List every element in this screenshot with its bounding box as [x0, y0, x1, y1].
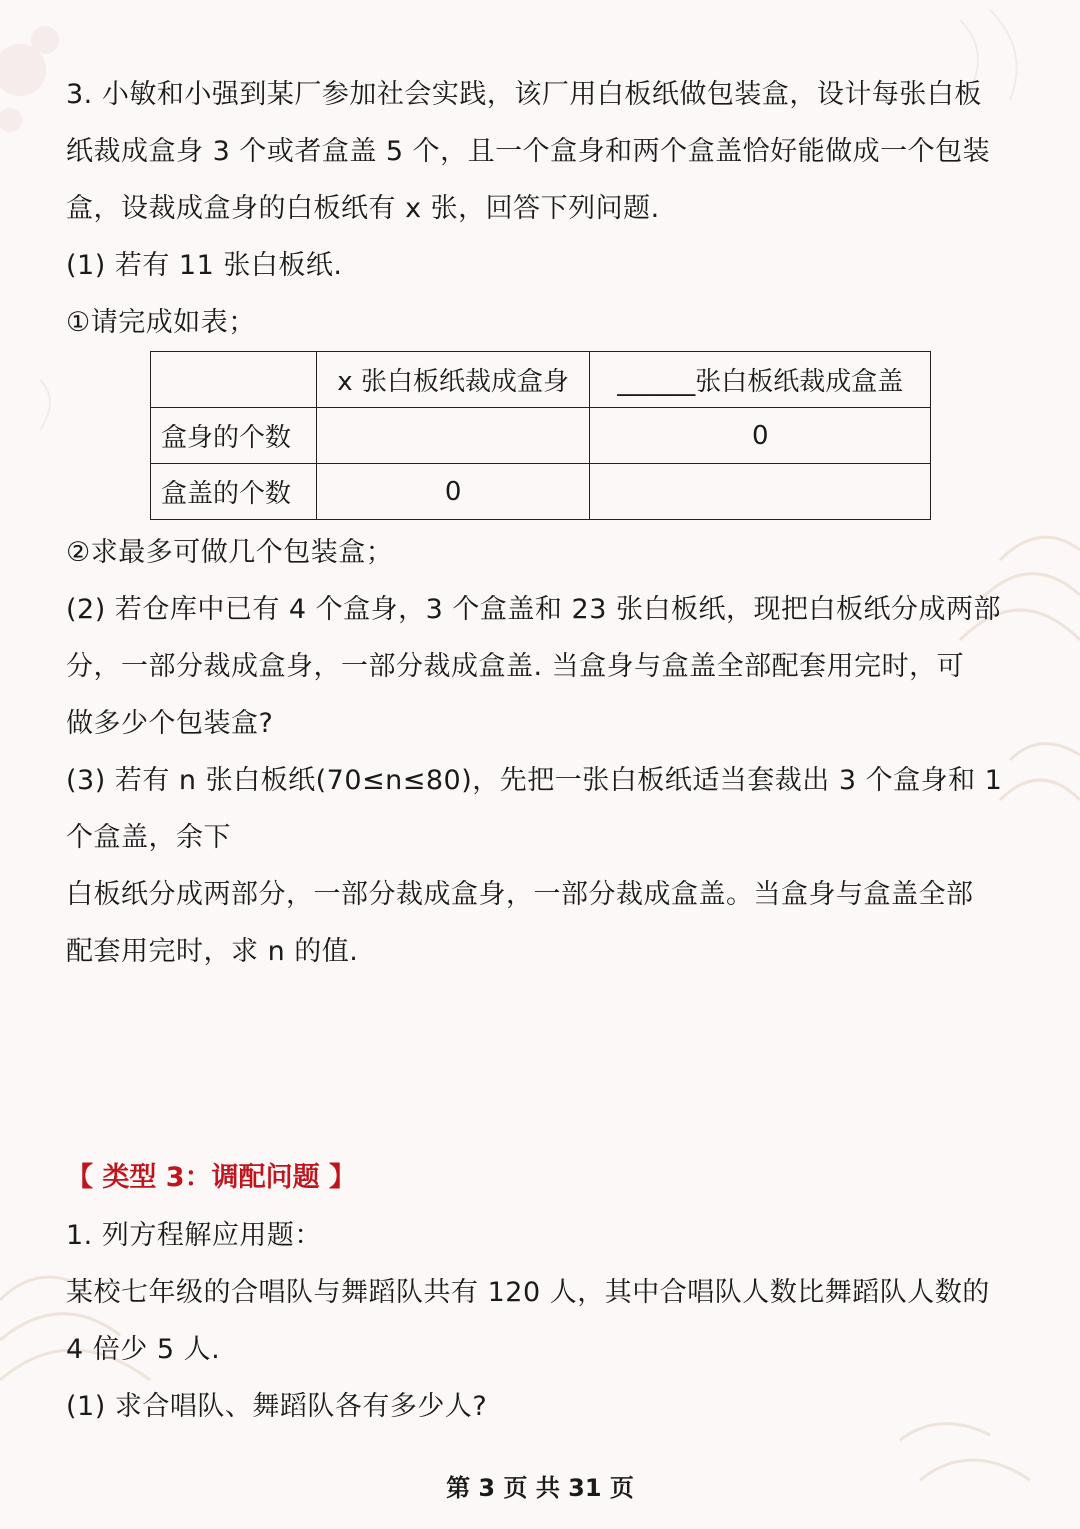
- problem3-part1: (1) 若有 11 张白板纸.: [66, 250, 343, 281]
- table-row: [151, 408, 931, 464]
- table-cell: [316, 408, 590, 464]
- section3-problem1-line-2: 4 倍少 5 人.: [66, 1334, 221, 1365]
- table-cell: 0: [316, 464, 590, 520]
- table-cell: [590, 464, 931, 520]
- problem3-part3-line-1: (3) 若有 n 张白板纸(70≤n≤80)，先把一张白板纸适当套裁出 3 个盒身和 1: [66, 765, 1003, 796]
- answer-table: [150, 351, 931, 520]
- table-cell: 0: [590, 408, 931, 464]
- table-row: [151, 464, 931, 520]
- table-row-label: 盒身的个数: [151, 408, 317, 464]
- table-header-row: [151, 352, 931, 408]
- table-header-cell: ______张白板纸裁成盒盖: [590, 352, 931, 408]
- problem3-part2-line-3: 做多少个包装盒?: [66, 708, 274, 739]
- section-title: 【 类型 3：调配问题 】: [66, 1162, 356, 1193]
- section3-problem1-part1: (1) 求合唱队、舞蹈队各有多少人?: [66, 1391, 488, 1422]
- problem3-part2-line-1: (2) 若仓库中已有 4 个盒身，3 个盒盖和 23 张白板纸，现把白板纸分成两部: [66, 594, 1001, 625]
- page-footer: 第 3 页 共 31 页: [446, 1474, 634, 1502]
- problem3-part1-sub1: ①请完成如表；: [66, 307, 256, 338]
- problem3-part3-line-2: 个盒盖，余下: [66, 822, 231, 853]
- problem3-part3-line-4: 配套用完时，求 n 的值.: [66, 936, 359, 967]
- problem3-part1-sub2: ②求最多可做几个包装盒；: [66, 537, 394, 568]
- problem3-part3-line-3: 白板纸分成两部分，一部分裁成盒身，一部分裁成盒盖。当盒身与盒盖全部: [66, 879, 974, 910]
- problem3-part2-line-2: 分，一部分裁成盒身，一部分裁成盒盖. 当盒身与盒盖全部配套用完时，可: [66, 651, 965, 682]
- problem3-line-1: 3. 小敏和小强到某厂参加社会实践，该厂用白板纸做包装盒，设计每张白板: [66, 79, 982, 110]
- section3-problem1-heading: 1. 列方程解应用题：: [66, 1220, 322, 1251]
- problem3-line-3: 盒，设裁成盒身的白板纸有 x 张，回答下列问题.: [66, 193, 660, 224]
- table-row-label: 盒盖的个数: [151, 464, 317, 520]
- problem3-line-2: 纸裁成盒身 3 个或者盒盖 5 个，且一个盒身和两个盒盖恰好能做成一个包装: [66, 136, 991, 167]
- table-header-cell: x 张白板纸裁成盒身: [316, 352, 590, 408]
- table-cell: [151, 352, 317, 408]
- section3-problem1-line-1: 某校七年级的合唱队与舞蹈队共有 120 人，其中合唱队人数比舞蹈队人数的: [66, 1277, 990, 1308]
